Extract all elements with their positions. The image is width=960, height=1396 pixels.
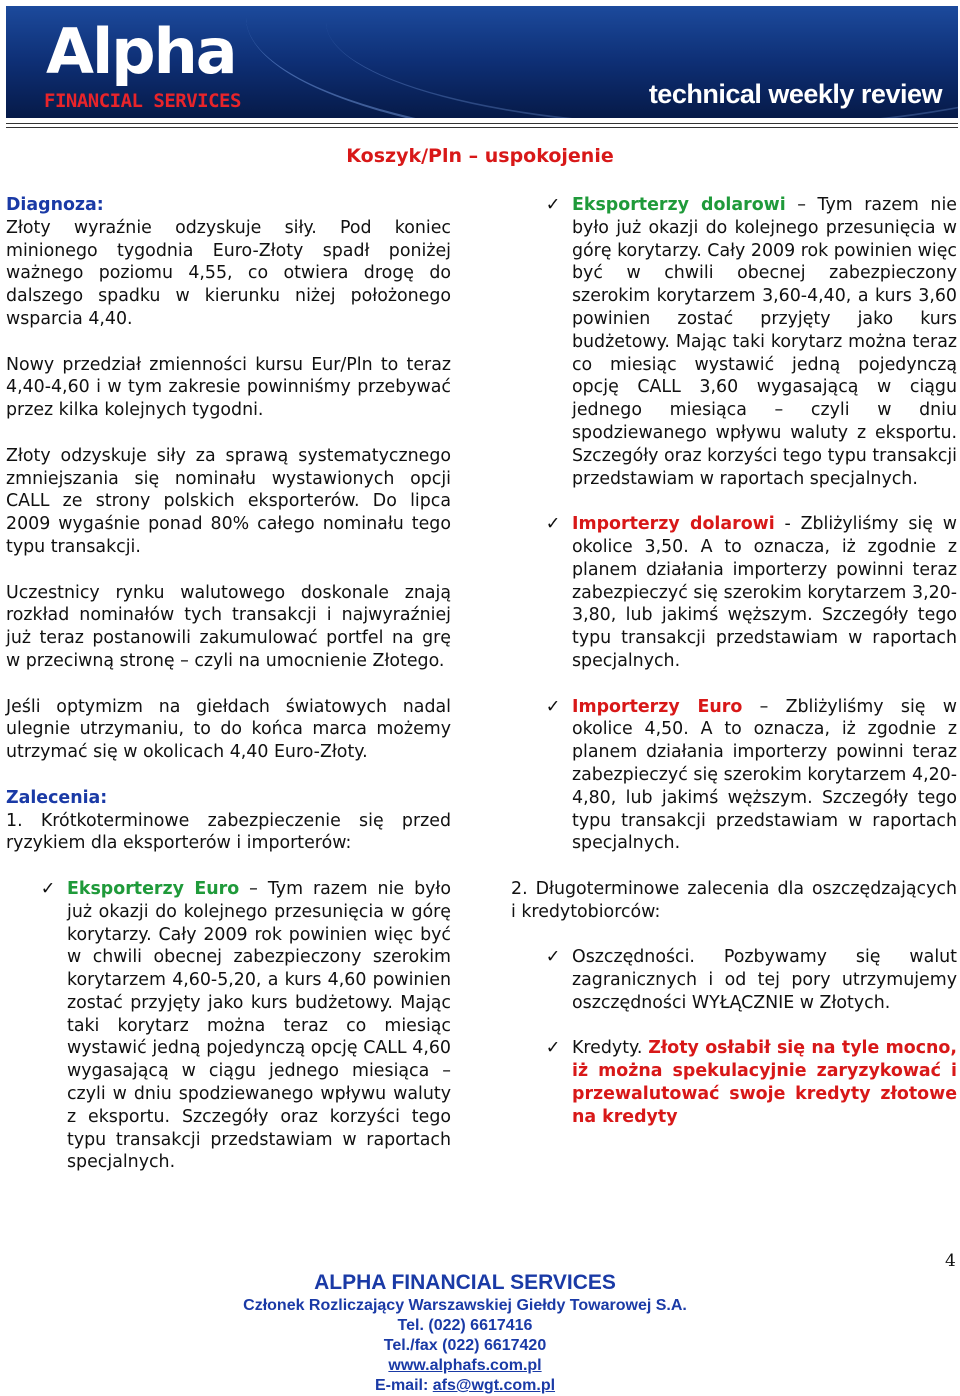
list-item-importerzy-dolarowi: [511, 513, 957, 673]
alpha-logo: [36, 12, 276, 116]
kredyty-highlight: Złoty osłabił się na tyle mocno, iż można spekulacyjnie zaryzykować i przewalutować swoje kredyty złotowe na kredyty: [572, 1038, 957, 1127]
banner-tagline: technical weekly review: [648, 79, 942, 109]
keyword-importerzy-dolarowi: Importerzy dolarowi: [572, 514, 775, 535]
footer-member: Członek Rozliczający Warszawskiej Giełdy Towarowej S.A.: [243, 1297, 687, 1314]
list-item-kredyty: [511, 1037, 957, 1128]
footer-company: ALPHA FINANCIAL SERVICES: [314, 1271, 616, 1294]
paragraph-diagnoza-1: Złoty wyraźnie odzyskuje siły. Pod koniec minionego tygodnia Euro-Złoty spadł poniżej ważnego poziomu 4,55, co otwiera drogę do dalszego spadku w kierunku niżej położonego wsparcia 4,40.: [6, 217, 451, 329]
paragraph-diagnoza-4: Uczestnicy rynku walutowego doskonale znają rozkład nominałów tych transakcji i najwyraźniej już teraz postanowili zakumulować portfel na grę w przeciwną stronę – czyli na umocnienie Złotego.: [6, 582, 451, 671]
list-item-oszczednosci: [511, 946, 957, 1014]
footer: [0, 1270, 930, 1396]
check-icon: ✓: [545, 1038, 561, 1059]
footer-tel: Tel. (022) 6617416: [397, 1317, 533, 1334]
check-icon: ✓: [545, 696, 561, 717]
paragraph-diagnoza-5: Jeśli optymizm na giełdach światowych nadal ulegnie utrzymaniu, to do końca marca możemy utrzymać się w okolicach 4,40 Euro-Złoty.: [6, 696, 451, 763]
paragraph-long-term: 2. Długoterminowe zalecenia dla oszczędzających i kredytobiorców:: [511, 878, 957, 922]
top-divider-1: [6, 123, 958, 124]
header-banner: [6, 6, 958, 118]
item-text: – Tym razem nie było już okazji do kolejnego przesunięcia w górę korytarzy. Cały 2009 rok powinien więc być w chwili obecnej zabezpieczony szerokim korytarzem 3,60-4,40, a kurs 3,60 powinien zostać przyjęty jako kurs budżetowy. Mając taki korytarz można teraz co miesiąc wystawić jedną pojedynczą opcję CALL 3,60 wygasającą w ciągu jednego miesiąca – czyli w dniu spodziewanego wpływu waluty z eksportu. Szczegóły oraz korzyści tego typu transakcji przedstawiam w raportach specjalnych.: [572, 195, 957, 489]
item-text: Oszczędności. Pozbywamy się walut zagranicznych i od tej pory utrzymujemy oszczędności WYŁĄCZNIE w Złotych.: [572, 947, 957, 1013]
keyword-eksporterzy-euro: Eksporterzy Euro: [67, 878, 240, 899]
footer-email-link[interactable]: afs@wgt.com.pl: [432, 1377, 556, 1394]
footer-www-wrap: [0, 1356, 930, 1376]
footer-fax: Tel./fax (022) 6617420: [383, 1337, 547, 1354]
keyword-importerzy-euro: Importerzy Euro: [572, 696, 743, 717]
right-column: [511, 194, 957, 1129]
item-text: – Tym razem nie było już okazji do kolejnego przesunięcia w górę korytarzy. Cały 2009 rok powinien więc być w chwili obecnej zabezpieczony szerokim korytarzem 4,60-5,20, a kurs 4,60 powinien zostać przyjęty jako kurs budżetowy. Mając taki korytarz można teraz co miesiąc wystawić jedną pojedynczą opcję CALL 4,60 wygasającą w ciągu jednego miesiąca – czyli w dniu spodziewanego wpływu waluty z eksportu. Szczegóły oraz korzyści tego typu transakcji przedstawiam w raportach specjalnych.: [67, 878, 451, 1173]
left-column: [6, 194, 451, 1197]
paragraph-diagnoza-3: Złoty odzyskuje siły za sprawą systematycznego zmniejszania się nominału wystawionych opcji CALL ze strony polskich eksporterów. Do lipca 2009 wygaśnie ponad 80% całego nominału tego typu transakcji.: [6, 445, 451, 557]
page-title: Koszyk/Pln – uspokojenie: [346, 145, 614, 167]
page-number: 4: [945, 1251, 956, 1271]
check-icon: ✓: [545, 514, 561, 535]
footer-email-label: E-mail:: [374, 1377, 433, 1394]
footer-email-wrap: [0, 1376, 930, 1396]
paragraph-diagnoza-2: Nowy przedział zmienności kursu Eur/Pln to teraz 4,40-4,60 i w tym zakresie powinniśmy przebywać przez kilka kolejnych tygodni.: [6, 354, 451, 421]
zalecenia-heading: Zalecenia:: [6, 787, 108, 808]
logo-subtitle: FINANCIAL SERVICES: [44, 90, 241, 112]
logo-word: Alpha: [46, 15, 236, 88]
list-item-importerzy-euro: [511, 696, 957, 856]
top-divider-2: [6, 127, 958, 128]
item-lead: Kredyty.: [572, 1038, 649, 1059]
diagnoza-heading: Diagnoza:: [6, 195, 104, 215]
item-text: – Zbliżyliśmy się w okolice 4,50. A to oznacza, iż zgodnie z planem działania importerzy powinni teraz zabezpieczyć się szerokim korytarzem 4,20-4,80, lub jakimś węższym. Szczegóły tego typu transakcji przedstawiam w raportach specjalnych.: [572, 696, 957, 854]
check-icon: ✓: [40, 878, 56, 899]
list-item-eksporterzy-euro: [6, 878, 451, 1174]
list-item-eksporterzy-dolarowi: [511, 194, 957, 490]
footer-www-link[interactable]: www.alphafs.com.pl: [388, 1357, 542, 1374]
check-icon: ✓: [545, 195, 561, 215]
paragraph-short-term: 1. Krótkoterminowe zabezpieczenie się przed ryzykiem dla eksporterów i importerów:: [6, 810, 451, 854]
item-text: - Zbliżyliśmy się w okolice 3,50. A to oznacza, iż zgodnie z planem działania importerzy powinni teraz zabezpieczyć się szerokim korytarzem 3,20-3,80, lub jakimś węższym. Szczegóły tego typu transakcji przedstawiam w raportach specjalnych.: [572, 514, 957, 671]
check-icon: ✓: [545, 947, 561, 968]
keyword-eksporterzy-dolarowi: Eksporterzy dolarowi: [572, 195, 786, 215]
